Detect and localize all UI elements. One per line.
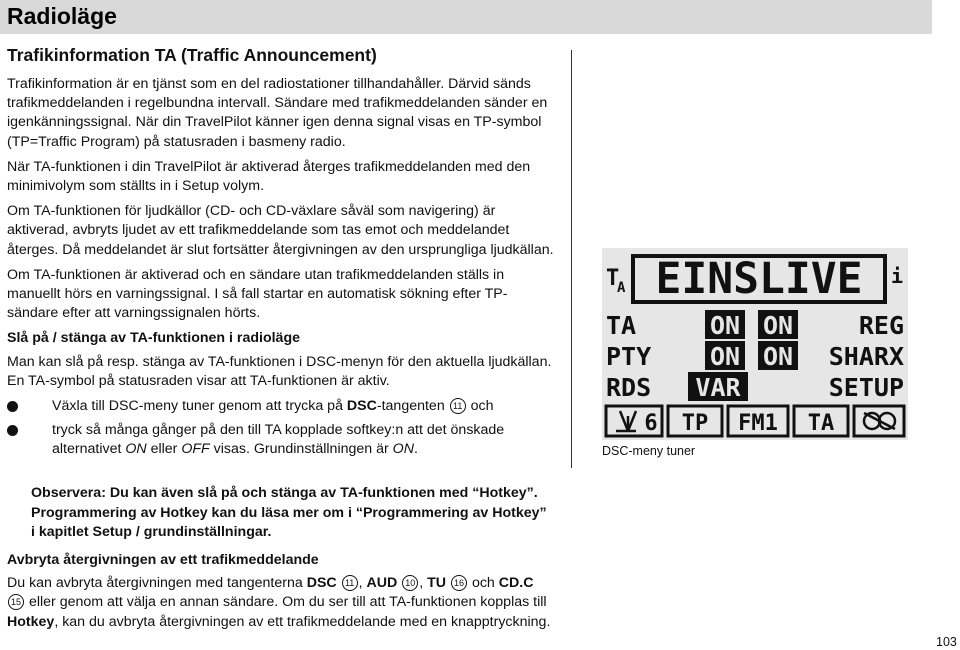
paragraph-interrupt: Du kan avbryta återgivningen med tangenterna DSC 11 , AUD 10 , TU 16 och CD.C 15 eller genom att välja en annan sändare. Om du ser till att TA-funktionen kopplas till Hotkey, kan du avbryta återgivningen av ett trafikmeddelande med en knapptryckning.: [7, 575, 551, 630]
tu-key-label: TU: [427, 575, 447, 592]
lcd-row-ta-option-2: ON: [762, 311, 794, 340]
cdc-key-label: CD.C: [498, 575, 534, 592]
paragraph-ta-volume: När TA-funktionen i din TravelPilot är aktiverad återges trafikmeddelanden med den minimivolym som ställts in i Setup volym.: [7, 158, 531, 195]
lcd-row-ta-option-1: ON: [709, 311, 741, 340]
lcd-row-ta-label: TA: [606, 311, 637, 340]
paragraph-ta-sources: Om TA-funktionen för ljudkällor (CD- och CD-växlare såväl som navigering) är aktiverad, avbryts ljudet av ett trafikmeddelande som tas emot och meddelandet återges. Då meddelandet är slut fortsätter återgivningen av den ursprungliga ljudkällan.: [7, 203, 554, 258]
softkey-3-label: FM1: [738, 411, 778, 436]
bullet-icon: [7, 401, 18, 412]
subheading-ta-toggle: Slå på / stänga av TA-funktionen i radioläge: [7, 330, 300, 347]
key-number-icon: 11: [342, 575, 358, 591]
interrupt-section: [7, 551, 555, 632]
aud-key-label: AUD: [366, 575, 398, 592]
svg-text:A: A: [617, 280, 626, 296]
lcd-row-pty-label: PTY: [606, 342, 652, 371]
svg-text:T: T: [606, 266, 620, 291]
paragraph-warning-signal: Om TA-funktionen är aktiverad och en sändare utan trafikmeddelanden ställs in manuellt hörs en varningssignal. I så fall startar en automatisk sökning efter TP-sändare efter att varningssignalen hörts.: [7, 266, 508, 322]
lcd-row-rds-right: SETUP: [828, 373, 904, 402]
paragraph-intro: Trafikinformation är en tjänst som en del radiostationer tillhandahåller. Därvid sänds trafikmeddelanden i regelbundna intervall. Sändare med trafikmeddelanden sänder en igenkänningssignal. När din TravelPilot känner igen denna signal visas en TP-symbol (TP=Traffic Program) på statusraden i basmeny radio.: [7, 76, 548, 150]
hotkey-label: Hotkey: [7, 613, 55, 630]
dsc-key-label: DSC: [306, 575, 337, 592]
chapter-title: Radioläge: [7, 3, 117, 29]
key-number-icon: 16: [451, 575, 467, 591]
section-title: Trafikinformation TA (Traffic Announcement): [7, 45, 377, 65]
main-text-column: [7, 44, 555, 465]
paragraph-ta-toggle: Man kan slå på resp. stänga av TA-funktionen i DSC-menyn för den aktuella ljudkällan. En TA-symbol på statusraden visar att TA-funktionen är aktiv.: [7, 353, 552, 389]
lcd-row-pty-option-1: ON: [709, 342, 741, 371]
lcd-display: [602, 248, 908, 440]
lcd-row-rds-label: RDS: [606, 373, 652, 402]
bullet-icon: [7, 425, 18, 436]
key-number-icon: 15: [8, 594, 24, 610]
station-name: EINSLIVE: [655, 254, 863, 304]
info-icon: i: [890, 264, 904, 288]
key-number-icon: 10: [402, 575, 418, 591]
lcd-row-pty-option-2: ON: [762, 342, 794, 371]
softkey-2-label: TP: [681, 411, 709, 436]
page-number: 103: [936, 635, 957, 649]
instruction-step-2: tryck så många gånger på den till TA kopplade softkey:n att det önskade alternativet ON eller OFF visas. Grundinställningen är ON.: [7, 421, 555, 459]
lcd-display-svg: [602, 248, 908, 440]
softkey-1-label: 6: [644, 411, 658, 436]
lcd-row-pty-right: SHARX: [828, 342, 904, 371]
key-number-icon: 11: [450, 398, 466, 414]
dsc-key-label: DSC: [346, 398, 377, 415]
chapter-header-bar: [0, 0, 932, 34]
softkey-4-label: TA: [807, 411, 835, 436]
lcd-caption: DSC-meny tuner: [602, 444, 696, 458]
lcd-row-rds-option: VAR: [695, 373, 741, 402]
subheading-interrupt: Avbryta återgivningen av ett trafikmeddelande: [7, 552, 319, 568]
column-divider: [571, 50, 572, 468]
instruction-list: [7, 397, 555, 460]
note-box: Observera: Du kan även slå på och stänga av TA-funktionen med “Hotkey”. Programmering av Hotkey kan du läsa mer om i “Programmering av Hotkey” i kapitlet Setup / grundinställningar.: [31, 485, 547, 540]
instruction-step-1: Växla till DSC-meny tuner genom att trycka på DSC-tangenten 11 och: [7, 397, 555, 416]
lcd-row-ta-right: REG: [858, 311, 904, 340]
